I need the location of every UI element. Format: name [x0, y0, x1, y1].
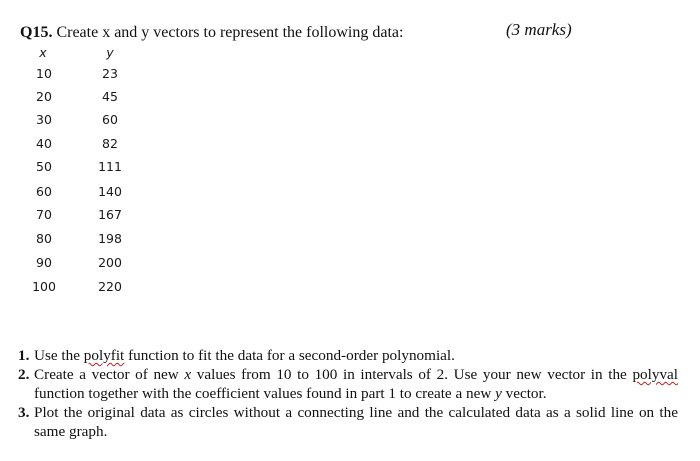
table-header-y: y: [106, 45, 114, 60]
cell-y: 111: [98, 159, 122, 174]
cell-x: 40: [36, 136, 52, 151]
cell-y: 198: [98, 231, 122, 246]
task-list: [18, 346, 678, 441]
task-text: Use the: [34, 347, 84, 364]
table-header-x: x: [39, 45, 47, 60]
cell-x: 10: [36, 66, 52, 81]
function-name-polyfit: polyfit: [83, 347, 125, 364]
cell-y: 45: [102, 89, 118, 104]
task-text: function together with the coefficient values found in part 1 to create a new: [34, 385, 496, 402]
cell-x: 80: [36, 231, 52, 246]
question-heading: [20, 24, 403, 42]
cell-x: 30: [36, 112, 52, 127]
cell-y: 140: [98, 184, 122, 199]
cell-y: 23: [102, 66, 118, 81]
task-number: 2.: [18, 366, 30, 383]
cell-x: 60: [36, 184, 52, 199]
cell-y: 60: [102, 112, 118, 127]
question-number: Q15.: [20, 24, 53, 41]
variable-y: y: [495, 385, 502, 402]
variable-x: x: [184, 366, 192, 383]
task-text: vector.: [501, 385, 547, 402]
cell-y: 220: [98, 279, 122, 294]
task-text: function to fit the data for a second-order polynomial.: [124, 347, 455, 364]
task-item-1: [18, 346, 678, 365]
task-item-3: [18, 403, 678, 441]
task-item-2: [18, 365, 678, 403]
cell-y: 82: [102, 136, 118, 151]
task-text: Plot the original data as circles without a connecting line and the calculated data as a solid line on the same graph.: [34, 404, 678, 440]
cell-y: 200: [98, 255, 122, 270]
cell-x: 50: [36, 159, 52, 174]
cell-x: 70: [36, 207, 52, 222]
cell-x: 90: [36, 255, 52, 270]
task-number: 1.: [18, 347, 30, 364]
marks-label: (3 marks): [506, 20, 572, 39]
question-text: Create x and y vectors to represent the following data:: [56, 24, 404, 41]
task-text: Create a vector of new: [34, 366, 185, 383]
cell-y: 167: [98, 207, 122, 222]
cell-x: 20: [36, 89, 52, 104]
task-number: 3.: [18, 404, 30, 421]
cell-x: 100: [32, 279, 56, 294]
task-text: values from 10 to 100 in intervals of 2. Use your new vector in the: [191, 366, 633, 383]
function-name-polyval: polyval: [632, 366, 678, 383]
